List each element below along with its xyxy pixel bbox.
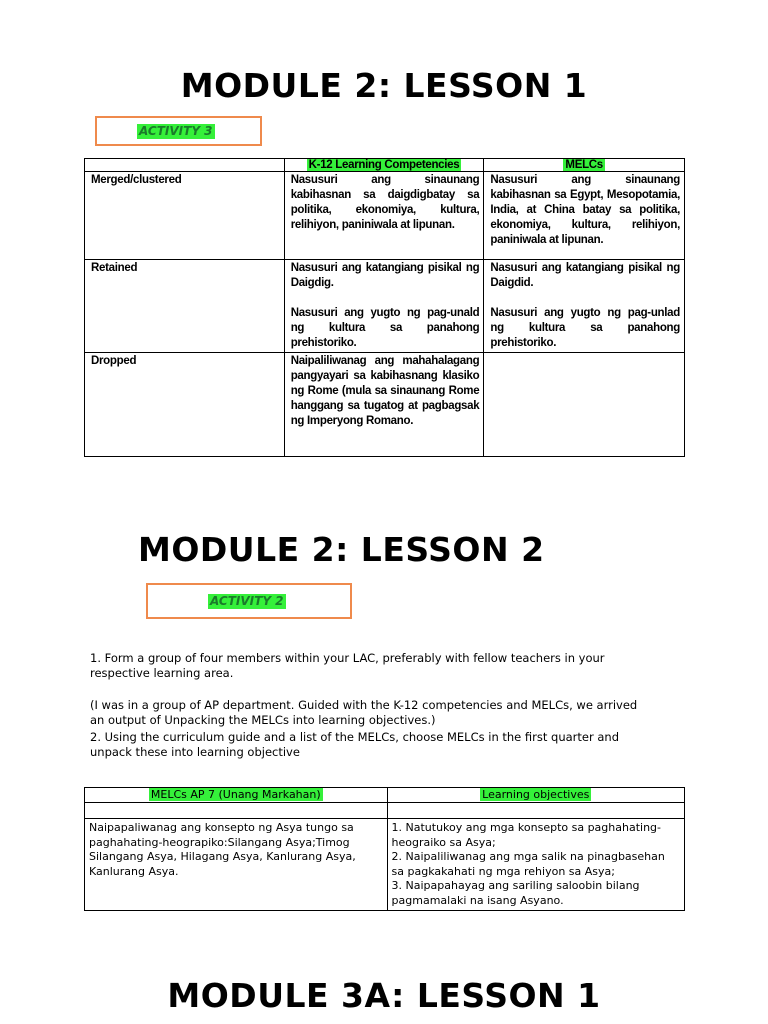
header-cell-k12: K-12 Learning Competencies [284, 159, 484, 172]
table-row [85, 353, 685, 457]
competencies-table [84, 158, 685, 457]
instruction-note: (I was in a group of AP department. Guided with the K-12 competencies and MELCs, we arrived an output of Unpacking the MELCs into learning objectives.) [90, 698, 638, 727]
melc-text-b: Nasusuri ang yugto ng pag-unlad ng kultura sa panahong prehistoriko. [490, 307, 680, 349]
row-label: Merged/clustered [85, 172, 285, 260]
table-header-row [85, 159, 685, 172]
row-label: Dropped [85, 353, 285, 457]
objectives-cell [387, 819, 684, 911]
table-row [85, 172, 685, 260]
instruction-2: 2. Using the curriculum guide and a list of the MELCs, choose MELCs in the first quarter and unpack these into learning objective [90, 730, 620, 759]
melc-cell [484, 260, 685, 353]
header-cell-melcs: MELCs [484, 159, 685, 172]
row-label: Retained [85, 260, 285, 353]
k12-cell [284, 260, 484, 353]
table-row [85, 819, 685, 911]
melc-cell: Nasusuri ang sinaunang kabihasnan sa Egypt, Mesopotamia, India, at China batay sa politika, ekonomiya, kultura, relihiyon, paniniwala at lipunan. [484, 172, 685, 260]
objective-item: 1. Natutukoy ang mga konsepto sa paghahating-heograiko sa Asya; [391, 821, 661, 849]
k12-text-b: Nasusuri ang yugto ng pag-unald ng kultura sa panahong prehistoriko. [290, 307, 480, 349]
k12-text-a: Nasusuri ang katangiang pisikal ng Daigdig. [290, 262, 480, 289]
activity-2-label: ACTIVITY 2 [210, 594, 284, 608]
header-cell-melcs: MELCs AP 7 (Unang Markahan) [85, 788, 388, 803]
objective-item: 2. Naipaliliwanag ang mga salik na pinagbasehan sa pagkakahati ng mga rehiyon sa Asya; [391, 850, 665, 878]
k12-cell: Naipaliliwanag ang mahahalagang pangyayari sa kabihasnang klasiko ng Rome (mula sa sinaunang Rome hanggang sa tugatog at pagbagsak ng Imperyong Romano. [284, 353, 484, 457]
objective-item: 3. Naipapahayag ang sariling saloobin bilang pagmamalaki na isang Asyano. [391, 879, 640, 907]
instruction-1: 1. Form a group of four members within your LAC, preferably with fellow teachers in your respective learning area. [90, 651, 605, 680]
module-2-lesson-1-title: MODULE 2: LESSON 1 [180, 66, 588, 105]
activity-3-label: ACTIVITY 3 [139, 124, 213, 138]
k12-cell: Nasusuri ang sinaunang kabihasnan sa daigdigbatay sa politika, ekonomiya, kultura, relihiyon, paniniwala at lipunan. [284, 172, 484, 260]
learning-objectives-table [84, 787, 685, 911]
table-header-row [85, 788, 685, 803]
melc-cell [484, 353, 685, 457]
table-row [85, 260, 685, 353]
header-cell-empty [85, 159, 285, 172]
module-3a-lesson-1-title: MODULE 3A: LESSON 1 [167, 976, 601, 1015]
table-row-empty [85, 803, 685, 819]
melc-text-a: Nasusuri ang katangiang pisikal ng Daigdid. [490, 262, 680, 289]
header-cell-objectives: Learning objectives [387, 788, 684, 803]
module-2-lesson-2-title: MODULE 2: LESSON 2 [138, 530, 545, 569]
melc-cell: Naipapaliwanag ang konsepto ng Asya tungo sa paghahating-heograpiko:Silangang Asya;Timog Silangang Asya, Hilagang Asya, Kanlurang Asya, Kanlurang Asya. [85, 819, 388, 911]
